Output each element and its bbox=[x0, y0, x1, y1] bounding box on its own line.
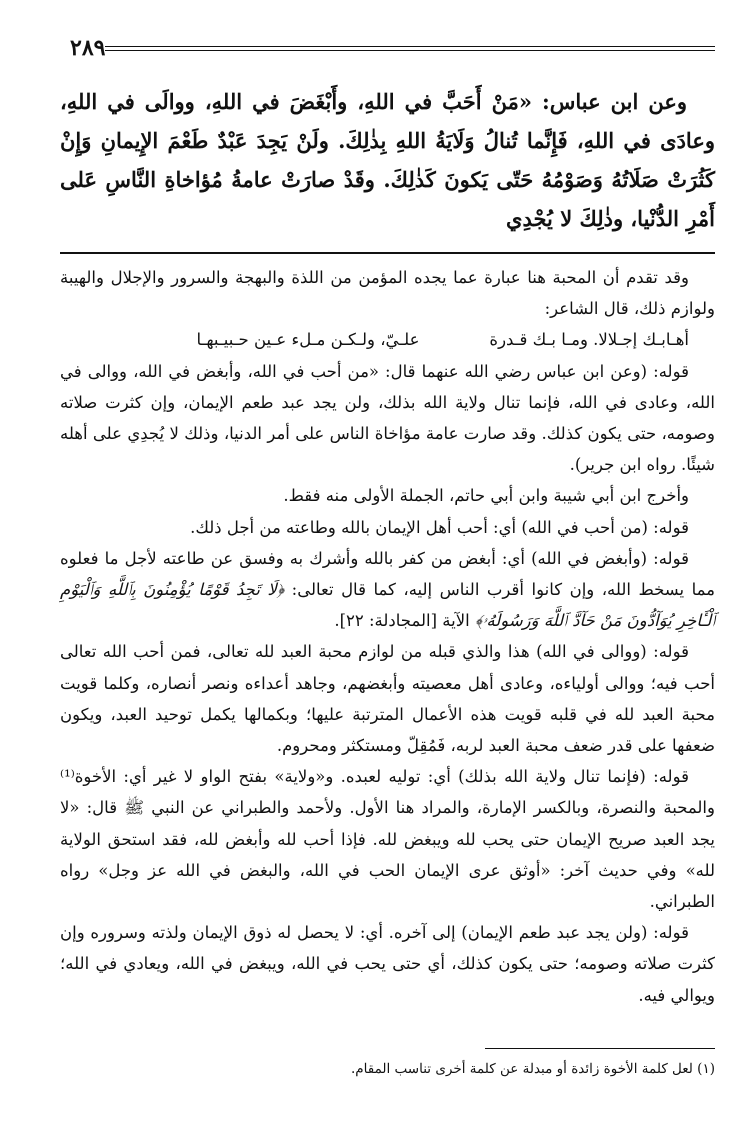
footnote-divider bbox=[485, 1048, 715, 1049]
commentary-paragraph-hate bbox=[60, 543, 715, 637]
section-divider bbox=[60, 252, 715, 254]
commentary-block bbox=[60, 262, 715, 1011]
hate-text: قوله: (وأبغض في الله) أي: أبغض من كفر بالله وأشرك به وفسق عن طاعته لأجل ما فعلوه مما يسخط الله، وإن كانوا أقرب الناس إليه، كما قال تعالى: bbox=[60, 548, 715, 600]
commentary-paragraph-love: قوله: (من أحب في الله) أي: أحب أهل الإيمان بالله وطاعته من أجل ذلك. bbox=[190, 517, 689, 537]
header-double-rule bbox=[105, 46, 715, 51]
poem-verse bbox=[60, 324, 715, 355]
book-page bbox=[60, 28, 715, 1118]
page-number: ٢٨٩ bbox=[70, 35, 106, 61]
commentary-paragraph-wilaya: قوله: (فإنما تنال ولاية الله بذلك) أي: توليه لعبده. و«ولاية» بفتح الواو لا غير أي: الأخوة⁽¹⁾ والمحبة والنصرة، وبالكسر الإمارة، والمراد هنا الأول. ولأحمد والطبراني عن النبي ﷺ قال: «لا يجد العبد صريح الإيمان حتى يحب لله ويبغض لله. فإذا أحب لله وأبغض لله، فقد استحق الولاية لله» وفي حديث آخر: «أوثق عرى الإيمان الحب في الله، والبغض في الله عز وجل» رواه الطبراني. bbox=[60, 767, 715, 912]
main-text-paragraph: وعن ابن عباس: «مَنْ أَحَبَّ في اللهِ، وأَبْغَضَ في اللهِ، ووالَى في اللهِ، وعادَى في اللهِ، فَإِنَّما تُنالُ وَلَايَةُ اللهِ بِذٰلِكَ. ولَنْ يَجِدَ عَبْدٌ طَعْمَ الإِيمانِ وَإِنْ كَثُرَتْ صَلَاتُهُ وَصَوْمُهُ حَتّى يَكونَ كَذٰلِكَ. وقَدْ صارَتْ عامةُ مُؤاخاةِ النَّاسِ عَلى أَمْرِ الدُّنْيا، وذٰلِكَ لا يُجْدِي bbox=[60, 89, 715, 231]
poem-hemistich-first: أهـابـك إجـلالا. ومـا بـك قـدرة bbox=[489, 330, 689, 350]
main-text-block bbox=[60, 82, 715, 238]
footnote: (١) لعل كلمة الأخوة زائدة أو مبدلة عن كلمة أخرى تناسب المقام. bbox=[350, 1061, 715, 1077]
commentary-paragraph-intro: وقد تقدم أن المحبة هنا عبارة عما يجده المؤمن من اللذة والبهجة والسرور والإجلال والهيبة ولوازم ذلك، قال الشاعر: bbox=[60, 268, 715, 319]
commentary-paragraph-hadith: قوله: (وعن ابن عباس رضي الله عنهما قال: «من أحب في الله، وأبغض في الله، ووالى في الله، وعادى في الله، فإنما تنال ولاية الله بذلك، ولن يجد عبد طعم الإيمان، وإن كثرت صلاته وصومه، حتى يكون كذلك. وقد صارت عامة مؤاخاة الناس على أمر الدنيا، وذلك لا يُجدِي على أهله شيئًا. رواه ابن جرير). bbox=[60, 361, 715, 475]
commentary-paragraph-taste-of-faith: قوله: (ولن يجد عبد طعم الإيمان) إلى آخره. أي: لا يحصل له ذوق الإيمان ولذته وسروره وإن كثرت صلاته وصومه؛ حتى يكون كذلك، أي حتى يحب في الله، ويبغض في الله، ويعادي في الله؛ ويوالي فيه. bbox=[60, 923, 715, 1005]
page-header bbox=[60, 28, 715, 68]
poem-hemistich-second: علـيّ، ولـكـن مـلء عـين حـبيـبهـا bbox=[196, 330, 420, 350]
commentary-paragraph-allegiance: قوله: (ووالى في الله) هذا والذي قبله من لوازم محبة العبد لله تعالى، فمن أحب الله تعالى أحب فيه؛ ووالى أولياءه، وعادى أهل معصيته وأبغضهم، وجاهد أعداءه ونصر أنصاره، وكلما قويت محبة العبد لله في قلبه قويت هذه الأعمال المترتبة عليها؛ وبكمالها يكمل توحيد العبد، ويكون ضعفها على قدر ضعف محبة العبد لربه، فَمُقِلّ ومستكثر ومحروم. bbox=[60, 642, 715, 756]
quran-verse: ﴿لَا تَجِدُ قَوْمًا يُؤْمِنُونَ بِٱللَّهِ وَٱلْيَوْمِ ٱلْـَٔاخِرِ يُوَآدُّونَ مَنْ حَآدَّ ٱللَّهَ وَرَسُولَهُۥ﴾ bbox=[60, 580, 715, 631]
commentary-paragraph-sources: وأخرج ابن أبي شيبة وابن أبي حاتم، الجملة الأولى منه فقط. bbox=[283, 486, 689, 506]
quran-reference: الآية [المجادلة: ٢٢]. bbox=[334, 611, 470, 631]
